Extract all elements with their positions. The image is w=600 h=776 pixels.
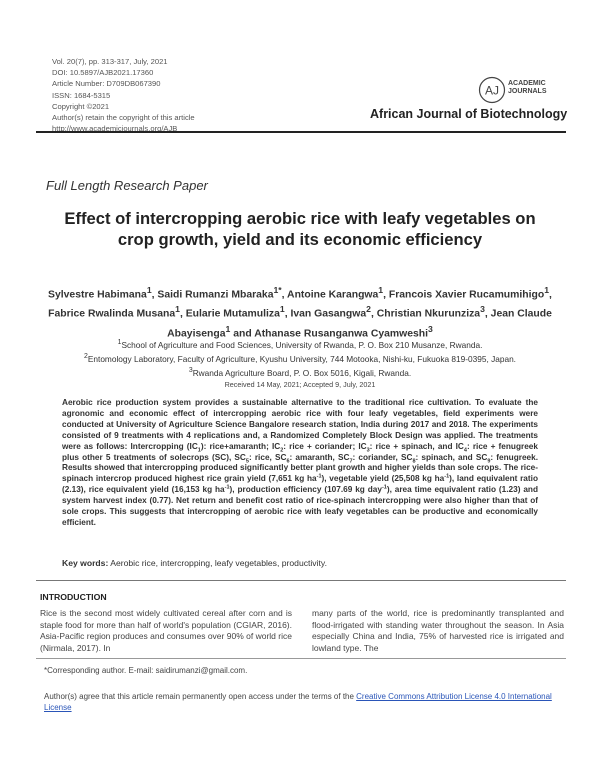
doi-line[interactable]: DOI: 10.5897/AJB2021.17360 bbox=[52, 68, 154, 78]
intro-column-2: many parts of the world, rice is predominantly transplanted and flood-irrigated with standing water throughout the season. In Asia especially China and India, 75% of harvested rice is irrigated and lowland type. The bbox=[312, 608, 564, 653]
affiliation-3: $^3$Rwanda Agriculture Board, P. O. Box 5016, Kigali, Rwanda. bbox=[188, 366, 412, 378]
affiliation-2: $^2$Entomology Laboratory, Faculty of Agriculture, Kyushu University, 744 Motooka, Nishi-ku, Fukuoka 819-0395, Japan. bbox=[84, 352, 516, 364]
keywords-label: Key words: bbox=[62, 558, 109, 568]
publisher-line-1: ACADEMIC bbox=[508, 80, 546, 87]
article-number-line: Article Number: D709DB067390 bbox=[52, 79, 161, 89]
paper-type: Full Length Research Paper bbox=[46, 178, 208, 193]
journal-logo-icon bbox=[478, 76, 506, 104]
introduction-heading: INTRODUCTION bbox=[40, 592, 107, 602]
abstract: Aerobic rice production system provides a sustainable alternative to the traditional rice cultivation. To evaluate the agronomic and economic effect of intercropping aerobic rice with four leafy vegetables, field experiments were conducted at University of Agriculture Science Bangalore research station, India during 2017 and 2018. The experiments consisted of 9 treatments with 4 replications and, a Randomized Completely Block Design was applied. The treatments were as follows: Intercropping $(IC_1)$: rice+amaranth; $IC_2$: rice + coriander; $IC_3$: rice + spinach, and $IC_4$: rice + fenugreek plus other 5 treatments of solecrops (SC), $SC_5$: rice, $SC_6$: amaranth, $SC_7$: coriander, $SC_8$: spinach, and $SC_9$: fenugreek. Results showed that intercropping produced significantly better plant growth and higher yields than sole crops. The rice-spinach intercrop produced highest rice grain yield (7,651 kg $ha^{-1}$), vegetable yield (25,508 kg $ha^{-1}$), land equivalent ratio (2.13), rice equivalent yield (16,153 kg $ha^{-1}$), production efficiency (107.69 kg day$^{-1}$), area time equivalent ratio (1.23) and system harvest index (0.77). Net return and benefit cost ratio of rice-spinach intercropping were also higher than that of sole crops. This suggests that intercropping of aerobic rice with leafy vegetables can be productive and economically efficient. bbox=[62, 398, 539, 527]
header-divider bbox=[36, 131, 566, 133]
publisher-line-2: JOURNALS bbox=[508, 88, 547, 95]
journal-name: African Journal of Biotechnology bbox=[370, 107, 568, 121]
keywords-text: Aerobic rice, intercropping, leafy vegetables, productivity. bbox=[110, 558, 327, 568]
license-note bbox=[44, 691, 564, 713]
intro-column-1: Rice is the second most widely cultivated cereal after corn and is staple food for more than half of world's population (CGIAR, 2016). Asia-Pacific region produces and consumes over 90% of world rice (Nirmala, 2017). In bbox=[40, 608, 292, 653]
license-text: Author(s) agree that this article remain permanently open access under the terms of the bbox=[44, 692, 357, 701]
logo-initials: AJ bbox=[484, 83, 500, 98]
copyright-line: Copyright ©2021 bbox=[52, 101, 110, 111]
footnote-divider bbox=[36, 658, 566, 659]
publisher-name bbox=[508, 80, 547, 96]
section-divider bbox=[36, 580, 566, 581]
keywords bbox=[62, 558, 327, 568]
license-link[interactable]: Creative Commons Attribution License 4.0 International License bbox=[44, 692, 552, 712]
corresponding-author: *Corresponding author. E-mail: saidirumanzi@gmail.com. bbox=[44, 666, 248, 675]
paper-title: Effect of intercropping aerobic rice with leafy vegetables on crop growth, yield and its economic efficiency bbox=[64, 209, 536, 249]
journal-url[interactable]: http://www.academicjournals.org/AJB bbox=[52, 124, 178, 134]
copyright-note: Author(s) retain the copyright of this article bbox=[52, 113, 195, 123]
received-dates: Received 14 May, 2021; Accepted 9, July, 2021 bbox=[224, 380, 376, 389]
affiliation-1: $^1$School of Agriculture and Food Sciences, University of Rwanda, P. O. Box 210 Musanze, Rwanda. bbox=[117, 339, 483, 350]
article-metadata bbox=[52, 56, 195, 134]
affiliations bbox=[40, 337, 560, 379]
author-list: Sylvestre Habimana$^1$, Saidi Rumanzi Mbaraka$^{1*}$, Antoine Karangwa$^1$, Francois Xavier Rucamumihigo$^1$, Fabrice Rwalinda Musana$^1$, Eularie Mutamuliza$^1$, Ivan Gasangwa$^2$, Christian Nkurunziza$^3$, Jean Claude Abayisenga$^1$ and Athanase Rusanganwa Cyamweshi$^3$ bbox=[48, 285, 552, 340]
issn-line: ISSN: 1684-5315 bbox=[52, 90, 111, 100]
volume-line: Vol. 20(7), pp. 313-317, July, 2021 bbox=[52, 57, 168, 66]
